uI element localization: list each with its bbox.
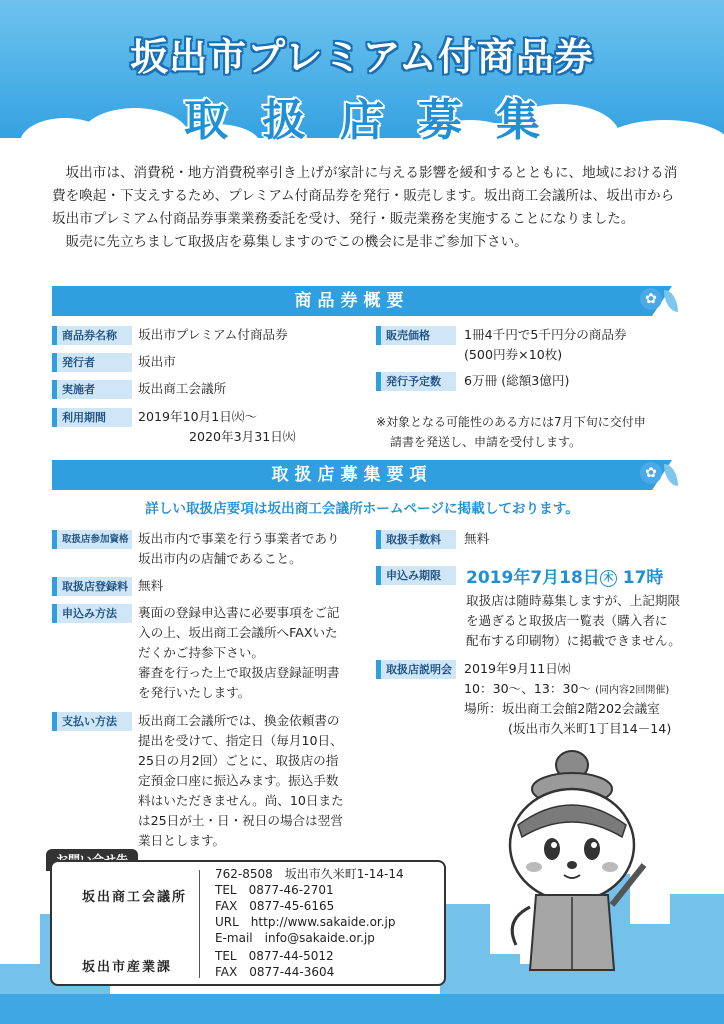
deadline-note: を過ぎると取扱店一覧表（購入者に: [466, 613, 668, 628]
label-handling-fee: 取扱手数料: [376, 530, 456, 549]
value-price: 1冊4千円で5千円分の商品券: [464, 327, 627, 342]
intro-text: [52, 162, 682, 254]
label-issue-count: 発行予定数: [376, 372, 456, 391]
briefing-times: [464, 679, 669, 701]
value-period-start: 2019年10月1日㈫～: [138, 409, 258, 424]
ground-strip: [0, 994, 724, 1024]
briefing-place: 場所：坂出商工会館2階202会議室: [464, 701, 660, 716]
value-apply-method: 入の上、坂出商工会議所へFAXいた: [138, 625, 338, 640]
contact-org-city: 坂出市産業課: [82, 960, 173, 975]
value-apply-method: だくかご持参下さい。: [138, 645, 264, 660]
label-apply-method: 申込み方法: [52, 604, 132, 623]
label-deadline: 申込み期限: [376, 566, 456, 585]
deadline-weekday: 木: [600, 570, 617, 587]
label-eligibility: 取扱店参加資格: [52, 530, 132, 549]
overview-note: ※対象となる可能性のある方には7月下旬に交付申: [376, 415, 646, 429]
contact-line: FAX 0877-44-3604: [215, 965, 335, 979]
value-payment-method: 25日の月2回）ごとに、取扱店の指: [138, 753, 339, 768]
value-issuer: 坂出市: [138, 354, 176, 369]
label-payment-method: 支払い方法: [52, 712, 132, 731]
value-period-end: 2020年3月31日㈫: [189, 429, 296, 444]
label-period: 利用期間: [52, 408, 132, 427]
contact-line: FAX 0877-45-6165: [215, 899, 335, 913]
label-price: 販売価格: [376, 326, 456, 345]
value-operator: 坂出商工会議所: [138, 381, 227, 396]
briefing-date: 2019年9月11日㈬: [464, 661, 571, 676]
value-payment-method: 業日とします。: [138, 833, 226, 848]
mascot-illustration: [494, 745, 654, 975]
value-handling-fee: 無料: [464, 531, 490, 546]
value-apply-method: 審査を行った上で取扱店登録証明書: [138, 665, 340, 680]
value-issue-count: 6万冊 (総額3億円): [464, 373, 570, 388]
intro-paragraph: 坂出市は、消費税・地方消費税率引き上げが家計に与える影響を緩和するとともに、地域における消費を喚起・下支えするため、プレミアム付商品券を発行・販売します。坂出商工会議所は、坂出市から坂出市プレミアム付商品券事業業務委託を受け、発行・販売業務を実施することになりました。: [52, 165, 678, 227]
deadline-note: 配布する印刷物）に掲載できません。: [466, 633, 681, 648]
overview-heading: 商品券概要: [52, 286, 652, 316]
page-subtitle: 取扱店募集: [184, 95, 574, 146]
value-payment-method: 料はいただきません。尚、10日また: [138, 793, 344, 808]
deadline-note: 取扱店は随時募集しますが、上記期限: [466, 593, 681, 608]
contact-line: URL http://www.sakaide.or.jp: [215, 915, 396, 929]
contact-org-chamber: 坂出商工会議所: [82, 890, 188, 905]
recruit-heading: 取扱店募集要項: [52, 460, 652, 490]
briefing-address: (坂出市久米町1丁目14－14): [508, 721, 672, 736]
page-title: 坂出市プレミアム付商品券: [130, 35, 594, 79]
value-price-detail: (500円券×10枚): [464, 347, 563, 362]
contact-line: 762-8508 坂出市久米町1-14-14: [215, 867, 404, 881]
label-issuer: 発行者: [52, 353, 132, 372]
contact-divider: [199, 870, 200, 978]
value-voucher-name: 坂出市プレミアム付商品券: [138, 327, 288, 342]
value-payment-method: 坂出商工会議所では、換金依頼書の: [138, 713, 340, 728]
value-eligibility: 坂出市内の店舗であること。: [138, 551, 302, 566]
deadline-date: 2019年7月18日: [466, 568, 600, 588]
label-operator: 実施者: [52, 380, 132, 399]
contact-line: TEL 0877-46-2701: [215, 883, 334, 897]
overview-note: 請書を発送し、申請を受付します。: [390, 435, 582, 449]
value-apply-method: を発行いたします。: [138, 685, 251, 700]
flower-icon: ✿: [640, 288, 662, 310]
value-payment-method: 提出を受けて、指定日（毎月10日、: [138, 733, 343, 748]
value-registration-fee: 無料: [138, 578, 164, 593]
flower-icon: ✿: [640, 462, 662, 484]
value-payment-method: は25日が土・日・祝日の場合は翌営: [138, 813, 343, 828]
label-voucher-name: 商品券名称: [52, 326, 132, 345]
value-payment-method: 定預金口座に振込みます。振込手数: [138, 773, 339, 788]
contact-box: [50, 860, 446, 986]
value-eligibility: 坂出市内で事業を行う事業者であり: [138, 531, 340, 546]
label-registration-fee: 取扱店登録料: [52, 577, 132, 596]
intro-paragraph: 販売に先立ちまして取扱店を募集しますのでこの機会に是非ご参加下さい。: [65, 234, 528, 250]
contact-line: TEL 0877-44-5012: [215, 949, 334, 963]
deadline-value: [466, 563, 663, 588]
value-apply-method: 裏面の登録申込書に必要事項をご記: [138, 605, 340, 620]
briefing-times-note: (同内容2回開催): [595, 685, 670, 696]
contact-line: E-mail info@sakaide.or.jp: [215, 931, 375, 945]
label-briefing: 取扱店説明会: [376, 660, 456, 679]
briefing-times-value: 10：30～、13：30～: [464, 681, 592, 696]
recruit-subheading: 詳しい取扱店要項は坂出商工会議所ホームページに掲載しております。: [145, 501, 579, 517]
deadline-time: 17時: [622, 568, 664, 588]
